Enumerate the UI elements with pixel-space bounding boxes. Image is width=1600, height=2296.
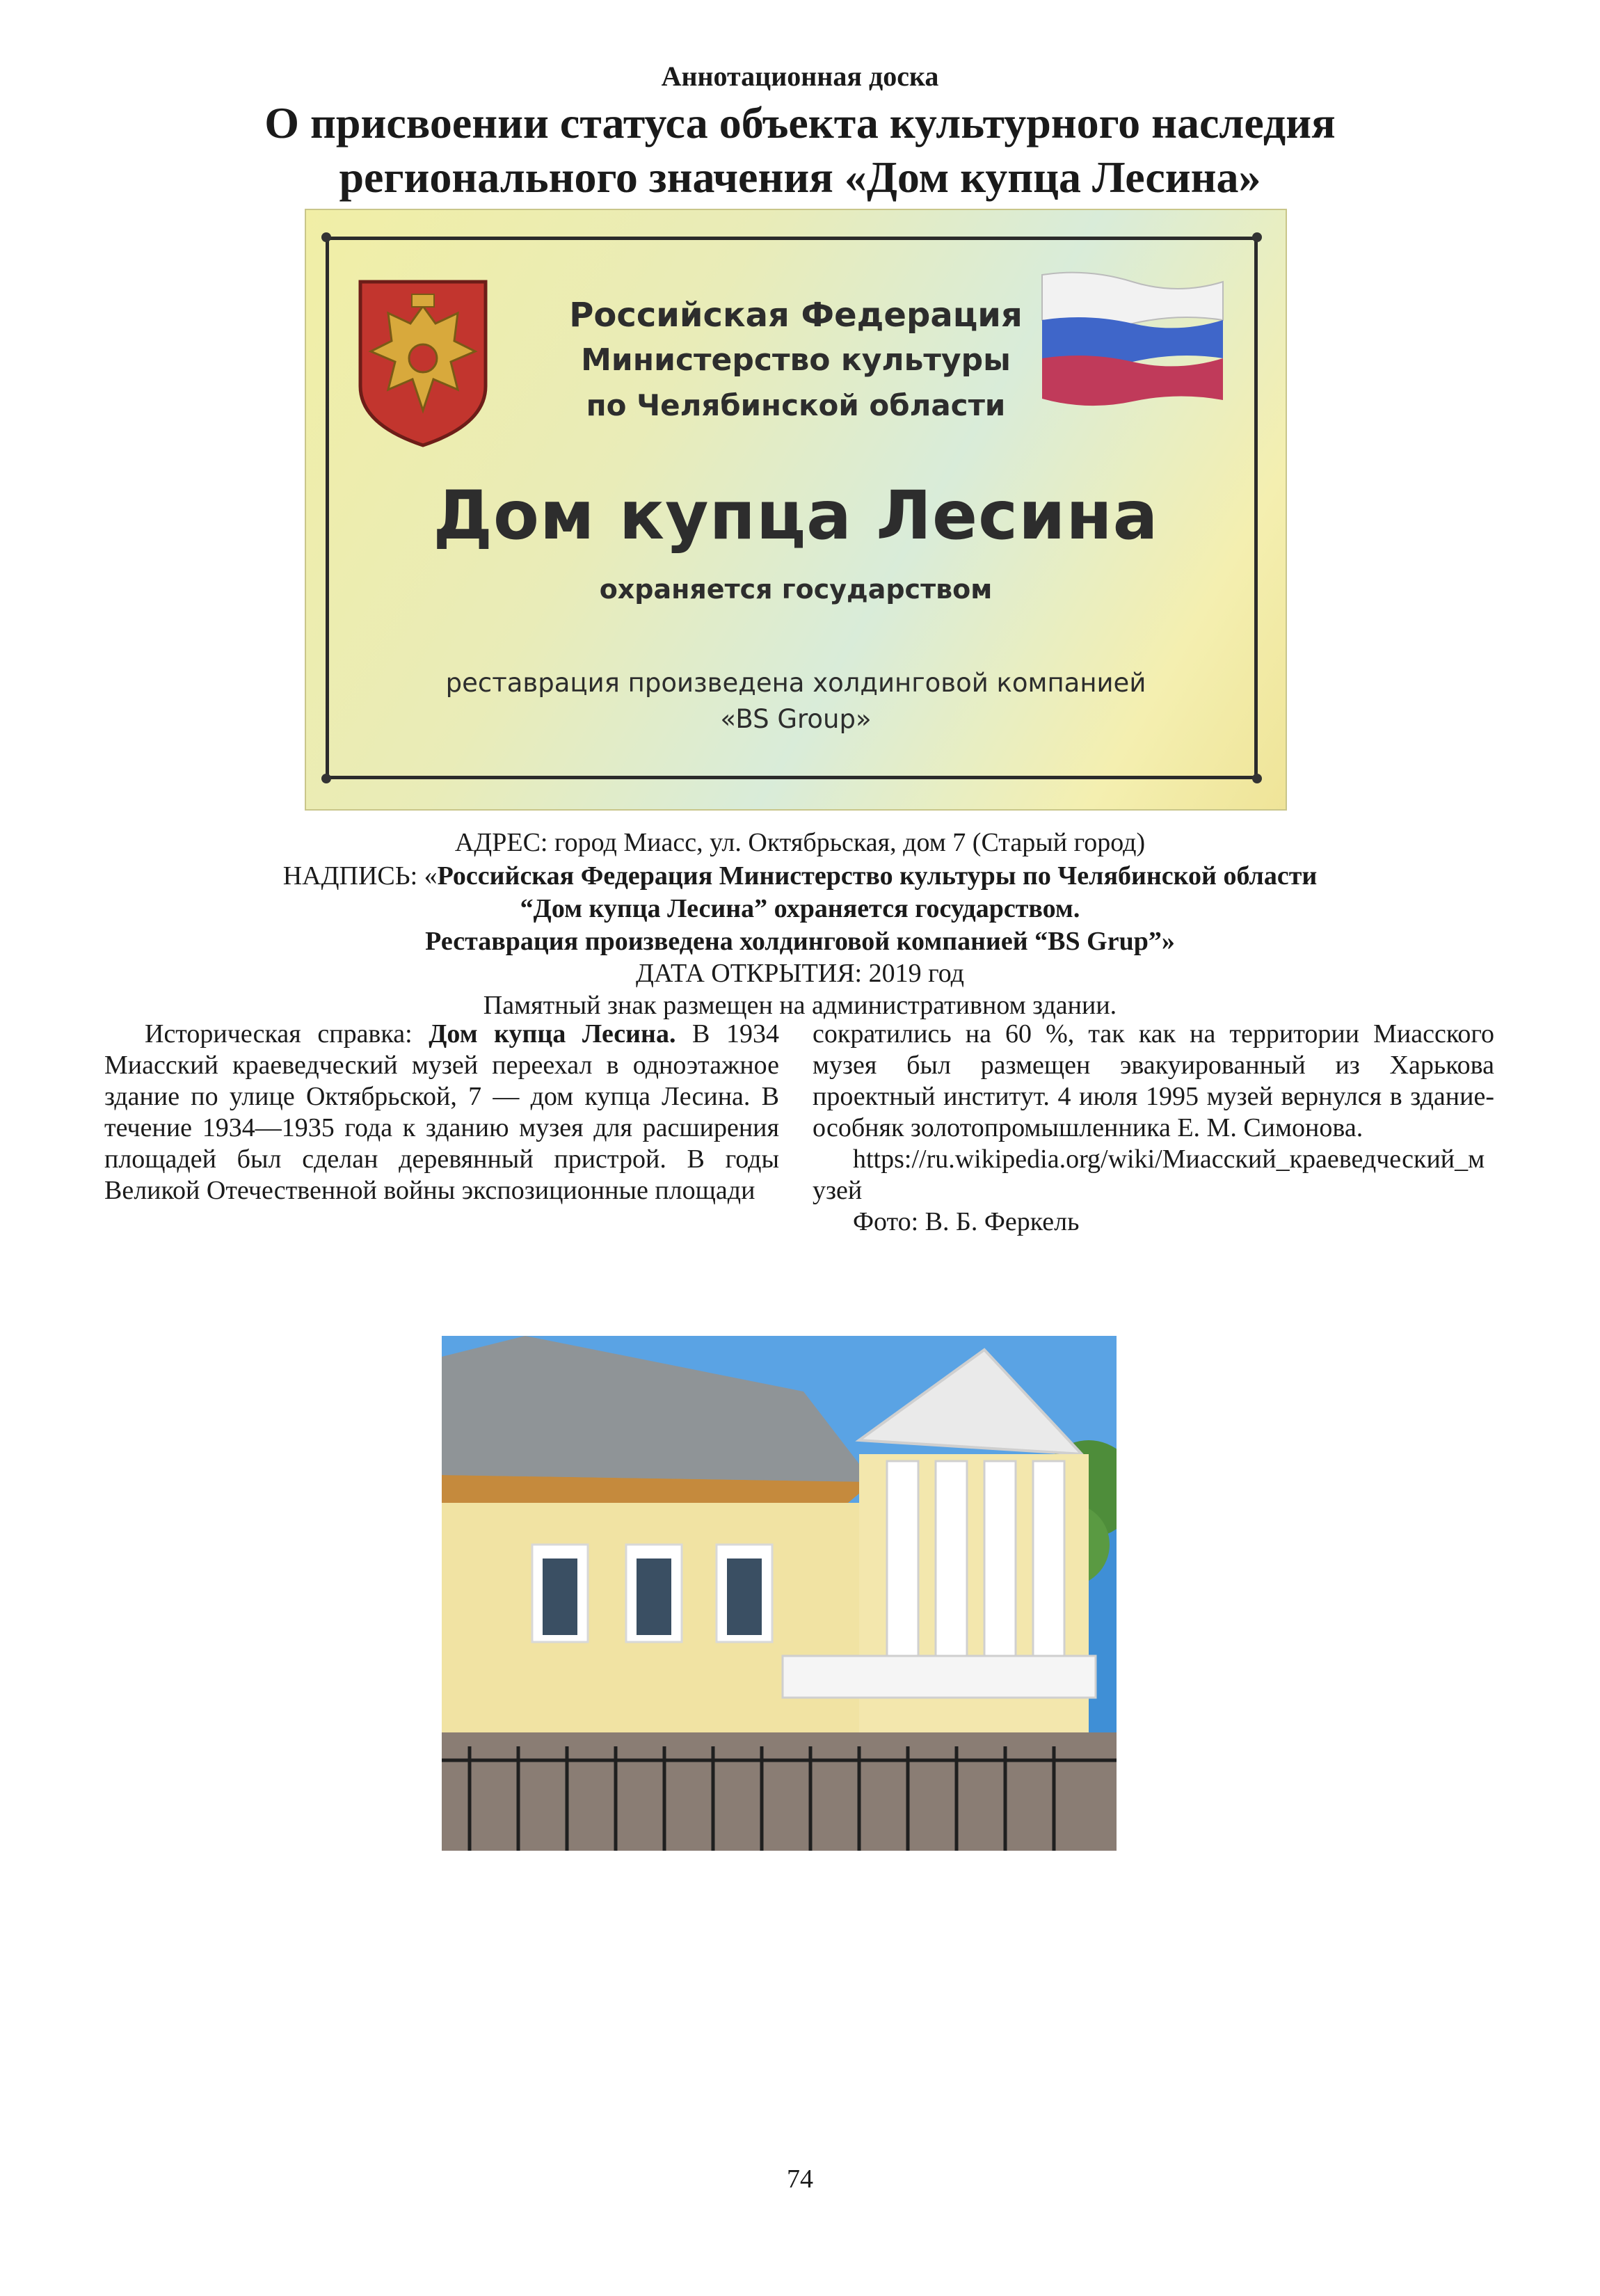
page-title (0, 96, 1600, 205)
address-value: город Миасс, ул. Октябрьская, дом 7 (Старый город) (554, 828, 1146, 857)
page-number: 74 (787, 2165, 813, 2194)
inscription-text-2: “Дом купца Лесина” охраняется государством. (520, 894, 1080, 923)
plaque-name: Дом купца Лесина (433, 477, 1159, 555)
plaque-country: Российская Федерация (569, 296, 1023, 335)
history-left-text: В 1934 Миасский краеведческий музей переехал в одноэтажное здание по улице Октябрьской, 7 — дом купца Лесина. В течение 1934—1935 года к зданию музея для расширения площадей был сделан деревянный пристрой. В годы Великой Отечественной войны экспозиционные площади (104, 1019, 779, 1205)
opening-label: ДАТА ОТКРЫТИЯ: (635, 959, 863, 988)
screw-icon (1252, 774, 1262, 783)
placement-line: Памятный знак размещен на административном здании. (483, 991, 1117, 1020)
screw-icon (1252, 232, 1262, 242)
plaque-ministry: Министерство культуры (581, 342, 1011, 378)
section-kicker: Аннотационная доска (661, 61, 939, 92)
plaque-restoration: реставрация произведена холдинговой компанией (445, 668, 1146, 698)
opening-date-line (0, 957, 1600, 989)
plaque-status: охраняется государством (599, 574, 993, 605)
inscription-text-3: Реставрация произведена холдинговой компанией “BS Grup”» (425, 927, 1175, 956)
plaque-company: «BS Group» (720, 704, 872, 734)
screw-icon (321, 774, 331, 783)
screw-icon (321, 232, 331, 242)
history-right-column (813, 1019, 1494, 1238)
history-lead-bold: Дом купца Лесина. (429, 1019, 676, 1049)
inscription-open: « (424, 861, 438, 891)
source-link[interactable]: https://ru.wikipedia.org/wiki/Миасский_краеведческий_музей (813, 1145, 1485, 1205)
title-line-2: регионального значения «Дом купца Лесина» (339, 152, 1261, 202)
history-paragraph (104, 1019, 779, 1206)
building-photo (442, 1336, 1117, 1851)
address-line (0, 827, 1600, 859)
inscription-text-1: Российская Федерация Министерство культуры по Челябинской области (437, 861, 1318, 891)
address-label: АДРЕС: (454, 828, 548, 857)
inscription-line-2 (0, 893, 1600, 925)
history-lead: Историческая справка: (145, 1019, 413, 1049)
plaque-region: по Челябинской области (586, 388, 1006, 422)
title-line-1: О присвоении статуса объекта культурного наследия (264, 98, 1336, 148)
inscription-line-1 (0, 860, 1600, 892)
opening-value: 2019 год (868, 959, 964, 988)
history-left-column (104, 1019, 779, 1206)
inscription-label: НАДПИСЬ: (282, 861, 418, 891)
history-right-text: сократились на 60 %, так как на территории Миасского музея был размещен эвакуированный из Харькова проектный институт. 4 июля 1995 музей вернулся в здание-особняк золотопромышленника Е. М. Симонова. (813, 1019, 1494, 1142)
inscription-line-3 (0, 925, 1600, 957)
photo-credit: Фото: В. Б. Феркель (853, 1207, 1080, 1236)
russian-flag-icon (1039, 268, 1226, 407)
plaque-photo (305, 209, 1287, 811)
